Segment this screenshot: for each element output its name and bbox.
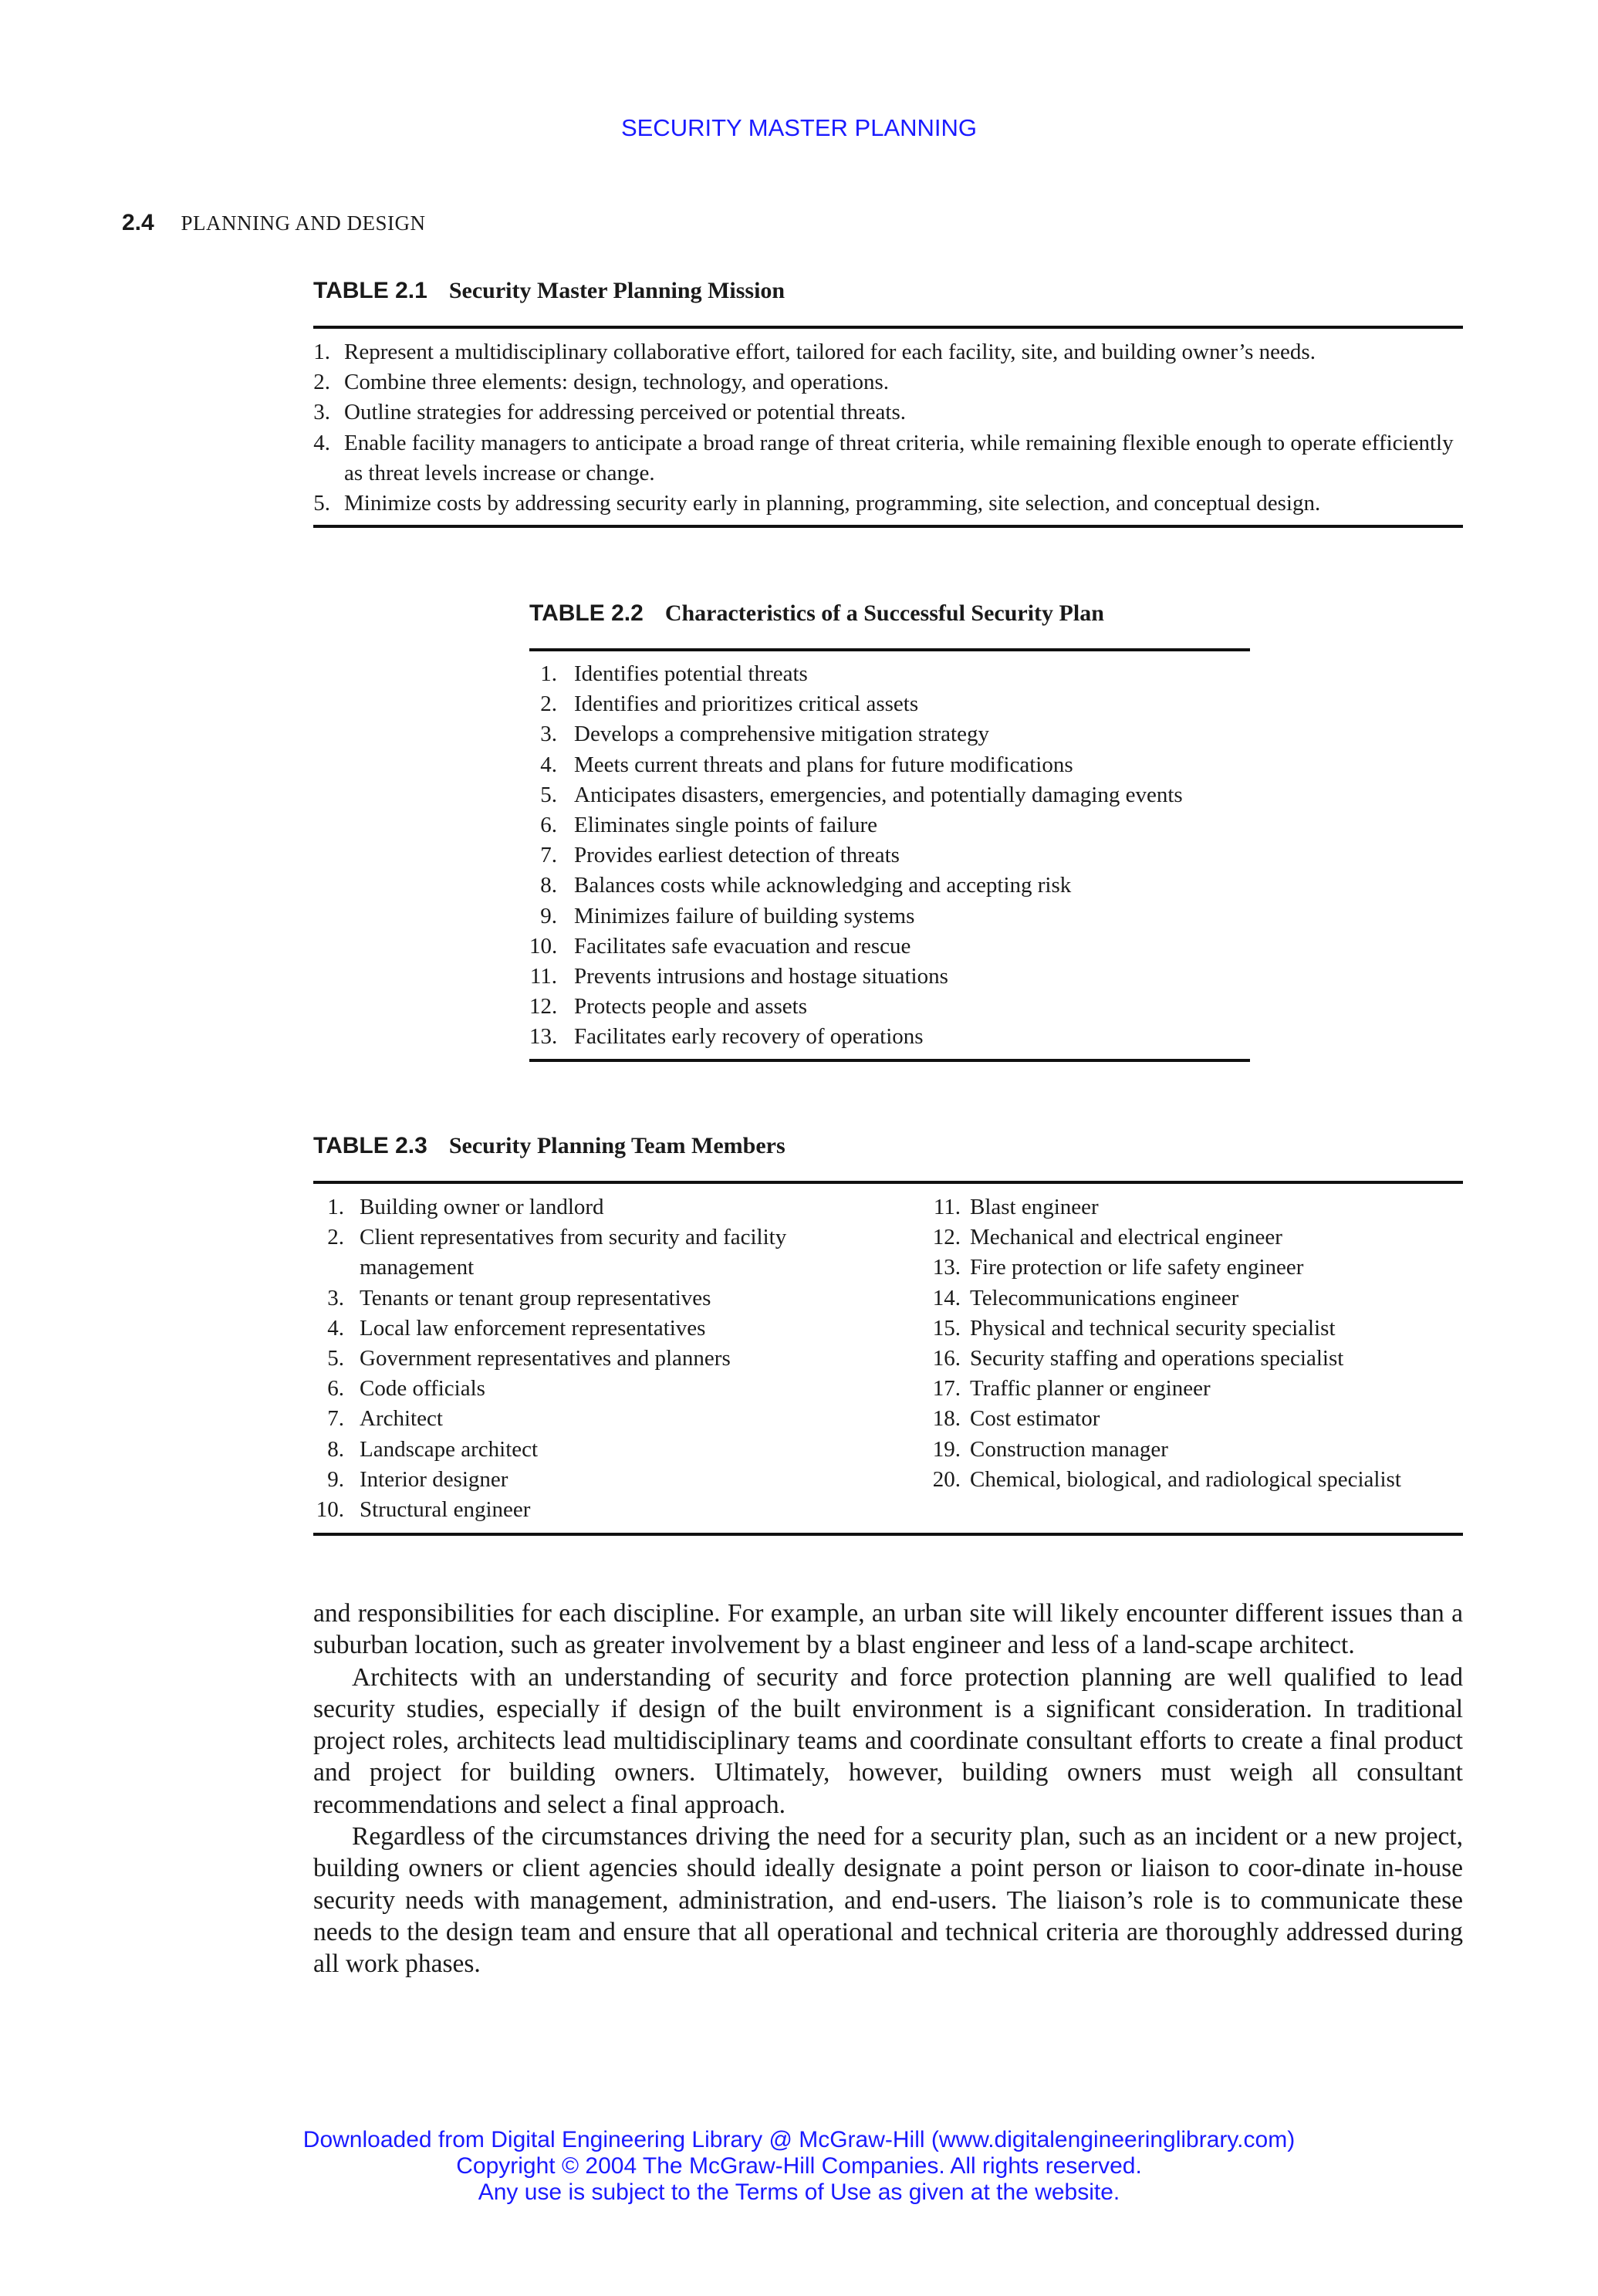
item-number: 7. [540,843,557,868]
item-number: 10. [316,1497,344,1523]
list-item [529,659,1250,689]
item-text: Combine three elements: design, technology, and operations. [344,370,890,395]
body-paragraph: Regardless of the circumstances driving the need for a security plan, such as an incident or a new project, building owners or client agencies should ideally designate a point person or liaison to coor-dinate in-house security needs with management, administration, and end-users. The liaison’s role is to communicate these needs to the design team and ensure that all operational and technical criteria are thoroughly addressed during all work phases. [313,1822,1463,1979]
table-2-1-top-rule [313,326,1463,329]
item-text: Building owner or landlord [360,1195,604,1219]
list-item [922,1465,1462,1495]
list-item [313,1404,869,1434]
item-text: Construction manager [970,1436,1168,1462]
item-text: Tenants or tenant group representatives [360,1285,711,1310]
list-item [529,962,1250,992]
item-number: 3. [327,1285,344,1310]
item-text: Traffic planner or engineer [970,1376,1211,1402]
list-item [922,1222,1462,1253]
list-item [922,1435,1462,1465]
table-2-2-number: TABLE 2.2 [529,600,644,626]
table-2-3-bottom-rule [313,1533,1463,1536]
top-header: SECURITY MASTER PLANNING [620,114,978,141]
item-text: Chemical, biological, and radiological specialist [970,1466,1401,1492]
item-text: Minimizes failure of building systems [574,903,915,928]
item-text: Facilitates safe evacuation and rescue [574,933,911,959]
list-item [922,1404,1462,1434]
item-number: 8. [540,873,557,898]
item-text: Eliminates single points of failure [574,813,878,838]
item-number: 1. [540,661,557,686]
item-text: Anticipates disasters, emergencies, and potentially damaging events [574,782,1183,807]
list-item [313,1222,869,1283]
list-item [313,1192,869,1222]
item-number: 10. [529,933,558,959]
body-text [313,1598,1463,1980]
running-head-title: PLANNING AND DESIGN [181,211,426,235]
item-text: Develops a comprehensive mitigation strategy [574,722,989,747]
item-number: 14. [932,1285,961,1310]
item-number: 18. [932,1406,961,1432]
item-number: 3. [540,722,557,747]
item-number: 11. [529,964,557,989]
table-2-1-bottom-rule [313,525,1463,528]
list-item [313,1465,869,1495]
list-item [529,689,1250,719]
table-2-3-number: TABLE 2.3 [313,1133,427,1158]
item-text: Mechanical and electrical engineer [970,1225,1282,1250]
list-item [529,871,1250,901]
list-item [922,1192,1462,1222]
list-item [529,992,1250,1022]
item-text: Architect [360,1406,443,1432]
list-item [313,1344,869,1374]
list-item [529,780,1250,810]
table-2-2-caption [529,600,1104,627]
item-text: Fire protection or life safety engineer [970,1255,1304,1280]
item-text: Physical and technical security specialist [970,1315,1336,1341]
download-footer [0,2127,1598,2206]
list-item [313,397,1463,428]
item-number: 9. [327,1466,344,1492]
item-text: Telecommunications engineer [970,1285,1239,1310]
item-number: 6. [540,813,557,838]
table-2-2-list [529,659,1250,1053]
list-item [313,428,1463,489]
item-text: Protects people and assets [574,994,808,1020]
table-2-1-list [313,337,1463,519]
page-number: 2.4 [122,210,154,235]
item-text: Identifies and prioritizes critical assets [574,692,919,717]
item-number: 11. [933,1195,961,1219]
list-item [922,1314,1462,1344]
item-number: 1. [327,1195,344,1219]
table-2-3-left-list [313,1192,869,1525]
item-number: 17. [932,1376,961,1402]
table-2-2-title: Characteristics of a Successful Security Plan [664,600,1104,626]
item-number: 6. [327,1376,344,1402]
item-number: 19. [932,1436,961,1462]
item-number: 5. [327,1346,344,1371]
item-text: Identifies potential threats [574,661,808,686]
table-2-3-right-list [922,1192,1462,1495]
item-text: Landscape architect [360,1436,539,1462]
item-number: 5. [313,491,330,516]
item-number: 4. [540,752,557,777]
item-number: 12. [932,1225,961,1250]
item-number: 20. [932,1466,961,1492]
item-number: 2. [327,1225,344,1250]
item-number: 1. [313,340,330,364]
list-item [529,750,1250,780]
list-item [313,1314,869,1344]
list-item [529,810,1250,840]
list-item [922,1344,1462,1374]
item-text: Prevents intrusions and hostage situations [574,964,948,989]
list-item [313,1374,869,1404]
item-text: Client representatives from security and facility management [360,1225,787,1280]
table-2-3-caption [313,1133,785,1159]
item-text: Balances costs while acknowledging and accepting risk [574,873,1072,898]
item-text: Facilitates early recovery of operations [574,1024,924,1050]
table-2-3-top-rule [313,1181,1463,1184]
item-text: Government representatives and planners [360,1346,731,1371]
item-text: Security staffing and operations specialist [970,1346,1344,1371]
table-2-1-title: Security Master Planning Mission [448,278,785,303]
table-2-3-title: Security Planning Team Members [448,1133,785,1158]
list-item [313,489,1463,519]
item-number: 16. [932,1346,961,1371]
item-text: Local law enforcement representatives [360,1315,706,1341]
item-number: 2. [313,370,330,395]
item-text: Interior designer [360,1466,508,1492]
footer-download-line[interactable]: Downloaded from Digital Engineering Library @ McGraw-Hill (www.digitalengineeringlibrary.com) [302,2127,1296,2152]
list-item [529,901,1250,932]
running-head [122,210,425,236]
item-number: 9. [540,903,557,928]
item-number: 12. [529,994,558,1020]
list-item [529,932,1250,962]
item-text: Minimize costs by addressing security early in planning, programming, site selection, and conceptual design. [344,491,1321,516]
footer-copyright-line: Copyright © 2004 The McGraw-Hill Companies. All rights reserved. [456,2153,1142,2179]
item-number: 13. [529,1024,558,1050]
item-text: Cost estimator [970,1406,1100,1432]
list-item [313,367,1463,397]
list-item [922,1374,1462,1404]
body-paragraph: Architects with an understanding of security and force protection planning are well qualified to lead security studies, especially if design of the built environment is a significant consideration. In traditional project roles, architects lead multidisciplinary teams and coordinate consultant efforts to create a final product and project for building owners. Ultimately, however, building owners must weigh all consultant recommendations and select a final approach. [313,1662,1463,1819]
footer-terms-line[interactable]: Any use is subject to the Terms of Use as given at the website. [478,2179,1120,2205]
table-2-2-bottom-rule [529,1059,1250,1062]
item-text: Meets current threats and plans for future modifications [574,752,1073,777]
item-text: Represent a multidisciplinary collaborative effort, tailored for each facility, site, and building owner’s needs. [344,340,1316,364]
item-text: Code officials [360,1376,485,1402]
item-text: Enable facility managers to anticipate a broad range of threat criteria, while remaining flexible enough to operate efficiently as threat levels increase or change. [344,430,1454,485]
item-number: 13. [932,1255,961,1280]
item-number: 15. [932,1315,961,1341]
list-item [922,1283,1462,1314]
item-number: 4. [313,430,330,455]
body-paragraph: and responsibilities for each discipline. For example, an urban site will likely encounter different issues than a suburban location, such as greater involvement by a blast engineer and less of a land-scape architect. [313,1599,1463,1660]
item-text: Provides earliest detection of threats [574,843,900,868]
list-item [313,1435,869,1465]
item-number: 5. [540,782,557,807]
item-number: 7. [327,1406,344,1432]
list-item [529,719,1250,749]
item-number: 3. [313,400,330,425]
list-item [529,840,1250,871]
table-2-1-caption [313,278,785,304]
list-item [313,337,1463,367]
list-item [313,1495,869,1525]
table-2-2-top-rule [529,648,1250,651]
item-number: 4. [327,1315,344,1341]
item-text: Outline strategies for addressing perceived or potential threats. [344,400,906,425]
item-number: 2. [540,692,557,717]
list-item [313,1283,869,1314]
table-2-1-number: TABLE 2.1 [313,278,427,303]
list-item [529,1022,1250,1052]
item-number: 8. [327,1436,344,1462]
list-item [922,1253,1462,1283]
item-text: Blast engineer [970,1195,1099,1219]
item-text: Structural engineer [360,1497,531,1523]
